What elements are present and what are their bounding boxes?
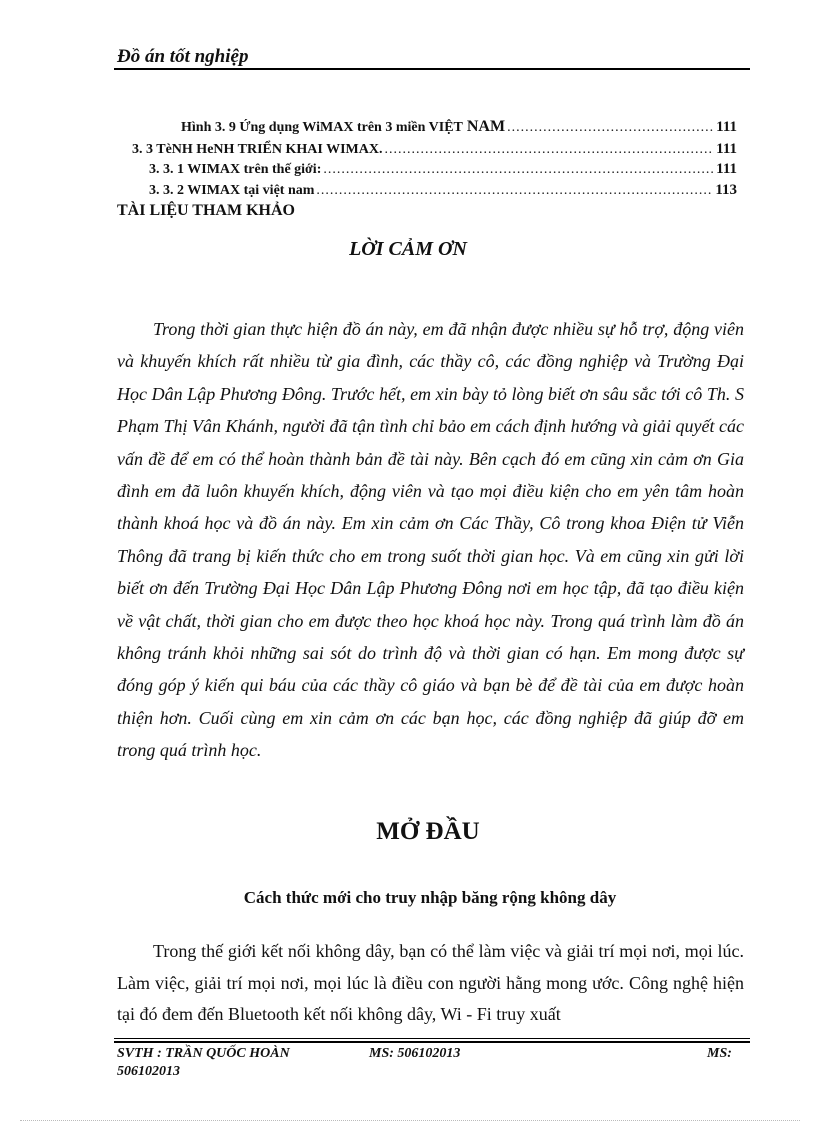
toc-entry[interactable] — [132, 141, 737, 158]
toc-page-number: 111 — [716, 141, 737, 157]
introduction-subheading: Cách thức mới cho truy nhập băng rộng không dây — [243, 888, 617, 907]
page-bottom-border — [20, 1120, 800, 1122]
header-title: Đồ án tốt nghiệp — [117, 46, 249, 67]
footer-rule — [114, 1038, 750, 1039]
toc-leader — [316, 183, 713, 199]
footer-id-value: 506102013 — [117, 1064, 180, 1079]
toc-references-entry[interactable]: TÀI LIỆU THAM KHẢO — [117, 202, 295, 219]
toc-page-number: 111 — [716, 119, 737, 135]
toc-entry[interactable] — [149, 182, 737, 199]
toc-leader — [384, 142, 714, 158]
footer-id-label: MS: — [707, 1046, 732, 1061]
introduction-paragraph: Trong thế giới kết nối không dây, bạn có thể làm việc và giải trí mọi nơi, mọi lúc. Làm việc, giải trí mọi nơi, mọi lúc là điều con người hằng mong ước. Công nghệ hiện tại đó đem đến Bluetooth kết nối không dây, Wi - Fi truy xuất — [117, 941, 744, 1024]
toc-entry-label: 3. 3. 1 WIMAX trên thế giới: — [149, 162, 322, 177]
toc-entry[interactable] — [181, 118, 737, 136]
toc-entry[interactable] — [149, 161, 737, 178]
footer-student-name: SVTH : TRẦN QUỐC HOÀN — [117, 1046, 290, 1061]
toc-page-number: 113 — [715, 182, 737, 198]
toc-entry-label-continued: NAM — [466, 118, 506, 135]
toc-entry-label: 3. 3 TèNH HeNH TRIỂN KHAI WIMAX. — [132, 142, 383, 157]
toc-page-number: 111 — [716, 161, 737, 177]
footer-rule-thick — [114, 1041, 750, 1043]
toc-entry-label: 3. 3. 2 WIMAX tại việt nam — [149, 183, 315, 198]
toc-leader — [507, 120, 714, 136]
footer-student-id: MS: 506102013 — [369, 1046, 461, 1061]
introduction-heading: MỞ ĐẦU — [376, 818, 480, 845]
acknowledgement-paragraph: Trong thời gian thực hiện đồ án này, em đã nhận được nhiều sự hỗ trợ, động viên và khuyến khích rất nhiều từ gia đình, các thầy cô, các đồng nghiệp và Trường Đại Học Dân Lập Phương Đông. Trước hết, em xin bày tỏ lòng biết ơn sâu sắc tới cô Th. S Phạm Thị Vân Khánh, người đã tận tình chỉ bảo em cách định hướng và giải quyết các vấn đề để em có thể hoàn thành bản đề tài này. Bên cạch đó em cũng xin cảm ơn Gia đình em đã luôn khuyến khích, động viên và tạo mọi điều kiện cho em yên tâm hoàn thành khoá học và đồ án này. Em xin cảm ơn Các Thầy, Cô trong khoa Điện tử Viễn Thông đã trang bị kiến thức cho em trong suốt thời gian học. Và em cũng xin gửi lời biết ơn đến Trường Đại Học Dân Lập Phương Đông nơi em học tập, đã tạo điều kiện về vật chất, thời gian cho em được theo học khoá học này. Trong quá trình làm đồ án không tránh khỏi những sai sót do trình độ và thời gian có hạn. Em mong được sự đóng góp ý kiến qui báu của các thầy cô giáo và bạn bè để đề tài của em được hoàn thiện hơn. Cuối cùng em xin cảm ơn các bạn học, các đồng nghiệp đã giúp đỡ em trong quá trình học. — [117, 319, 744, 761]
header-rule — [114, 68, 750, 70]
acknowledgement-heading: LỜI CẢM ƠN — [349, 238, 467, 260]
toc-leader — [323, 162, 714, 178]
toc-entry-label: Hình 3. 9 Ứng dụng WiMAX trên 3 miền VIỆT — [181, 120, 463, 135]
